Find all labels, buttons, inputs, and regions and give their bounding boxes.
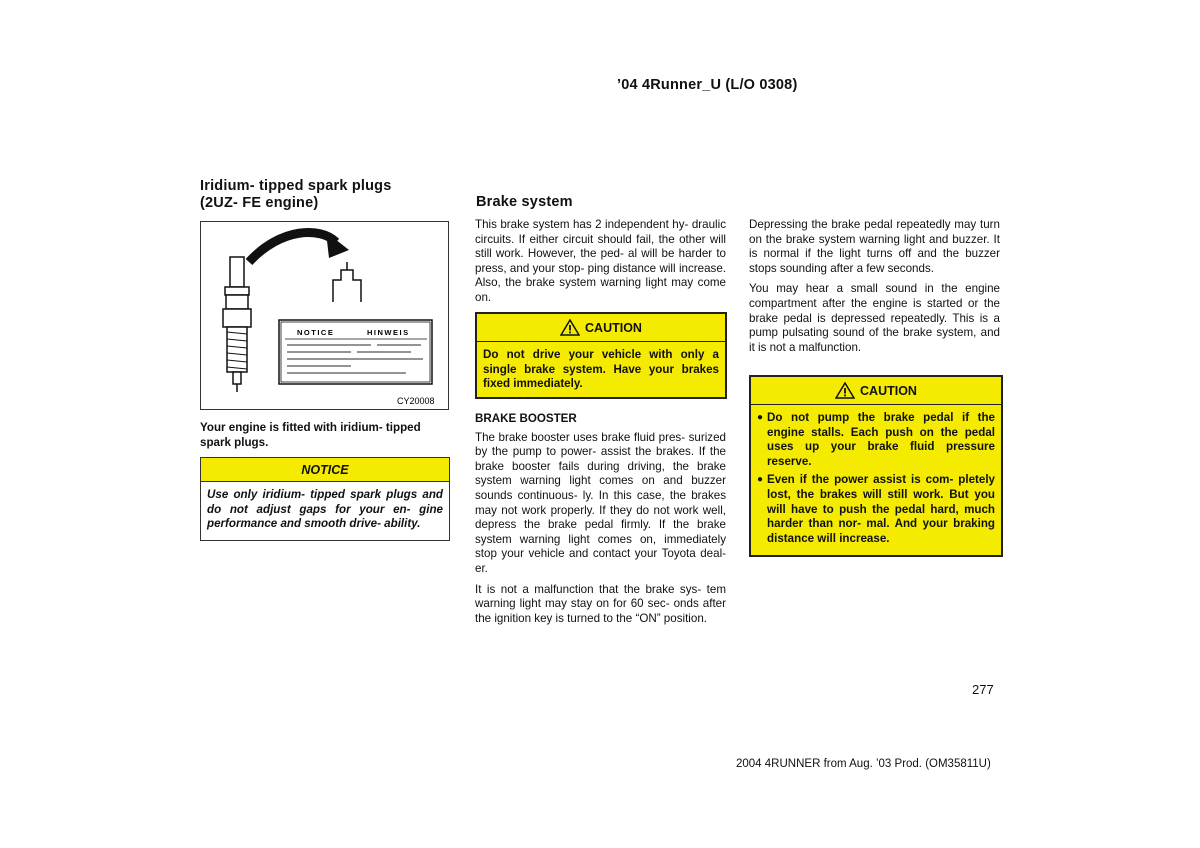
spark-plug-heading-line2: (2UZ- FE engine)	[200, 195, 319, 211]
brake-booster-paragraph: The brake booster uses brake fluid pres- surized by the pump to power- assist the brakes. If the brake booster fails during driving, the brake system warning light comes on and buzzer sounds continuous- ly. In this case, the brakes may not work properly. If they do not work well, depress the brake pedal firmly. If the brake system warning light comes on, immediately stop your vehicle and contact your Toyota deal- er.	[475, 430, 726, 575]
spark-plug-section-heading	[200, 178, 392, 212]
warning-light-paragraph: It is not a malfunction that the brake sys- tem warning light may stay on for 60 sec- onds after the ignition key is turned to the “ON” position.	[475, 582, 726, 625]
brake-system-column	[475, 218, 726, 312]
figure-notice-label: NOTICE	[297, 328, 335, 337]
notice-title: NOTICE	[201, 458, 449, 482]
spark-plug-illustration	[200, 221, 449, 410]
figure-hinweis-label: HINWEIS	[367, 328, 410, 337]
caution-text: Do not drive your vehicle with only a single brake system. Have your brakes fixed immediately.	[483, 348, 719, 391]
caution-header	[751, 377, 1001, 405]
warning-triangle-icon	[560, 319, 580, 336]
caution-bullet	[757, 411, 995, 469]
notice-text: Use only iridium- tipped spark plugs and do not adjust gaps for your en- gine performance and smooth drive- ability.	[207, 488, 443, 531]
spark-plug-drawing	[201, 222, 448, 409]
caution-bullet	[757, 473, 995, 546]
caution-title: CAUTION	[860, 383, 917, 398]
caution-box-single-system	[475, 312, 727, 399]
document-header: ’04 4Runner_U (L/O 0308)	[617, 77, 798, 93]
figure-code: CY20008	[397, 396, 435, 406]
spark-plug-caption: Your engine is fitted with iridium- tipped spark plugs.	[200, 421, 421, 449]
caution-bullet-list	[751, 405, 1001, 555]
caution-bullet-text: Even if the power assist is com- pletely lost, the brakes will still work. But you will have to push the pedal hard, much harder than nor- mal. And your braking distance will increase.	[767, 473, 995, 545]
caution-bullet-text: Do not pump the brake pedal if the engine stalls. Each push on the pedal uses up your brake fluid pressure reserve.	[767, 411, 995, 468]
caution-box-brake-pedal	[749, 375, 1003, 557]
spark-plug-heading-line1: Iridium- tipped spark plugs	[200, 178, 392, 194]
page-number: 277	[972, 682, 994, 697]
bullet-dot-icon: ●	[757, 474, 764, 486]
pedal-repeat-paragraph: Depressing the brake pedal repeatedly may turn on the brake system warning light and buzzer. It is normal if the light turns off and the buzzer stops sounding after a few seconds.	[749, 218, 1000, 275]
notice-box	[200, 457, 450, 541]
bullet-dot-icon: ●	[757, 412, 764, 423]
brake-booster-heading: BRAKE BOOSTER	[475, 412, 577, 425]
pump-sound-paragraph: You may hear a small sound in the engine compartment after the engine is started or the brake pedal is depressed repeatedly. This is a pump pulsating sound of the brake system, and it is not a malfunction.	[749, 282, 1000, 354]
warning-triangle-icon	[835, 382, 855, 399]
brake-booster-section	[475, 412, 726, 632]
caution-header	[477, 314, 725, 342]
brake-system-paragraph-1: This brake system has 2 independent hy- draulic circuits. If either circuit should fail, the other will still work. However, the ped- al will be harder to press, and your stop- ping distance will increase. Also, the brake system warning light may come on.	[475, 218, 726, 304]
caution-title: CAUTION	[585, 320, 642, 335]
brake-system-heading: Brake system	[476, 194, 573, 210]
edition-footer: 2004 4RUNNER from Aug. ’03 Prod. (OM35811U)	[736, 758, 991, 770]
right-column	[749, 218, 1000, 361]
